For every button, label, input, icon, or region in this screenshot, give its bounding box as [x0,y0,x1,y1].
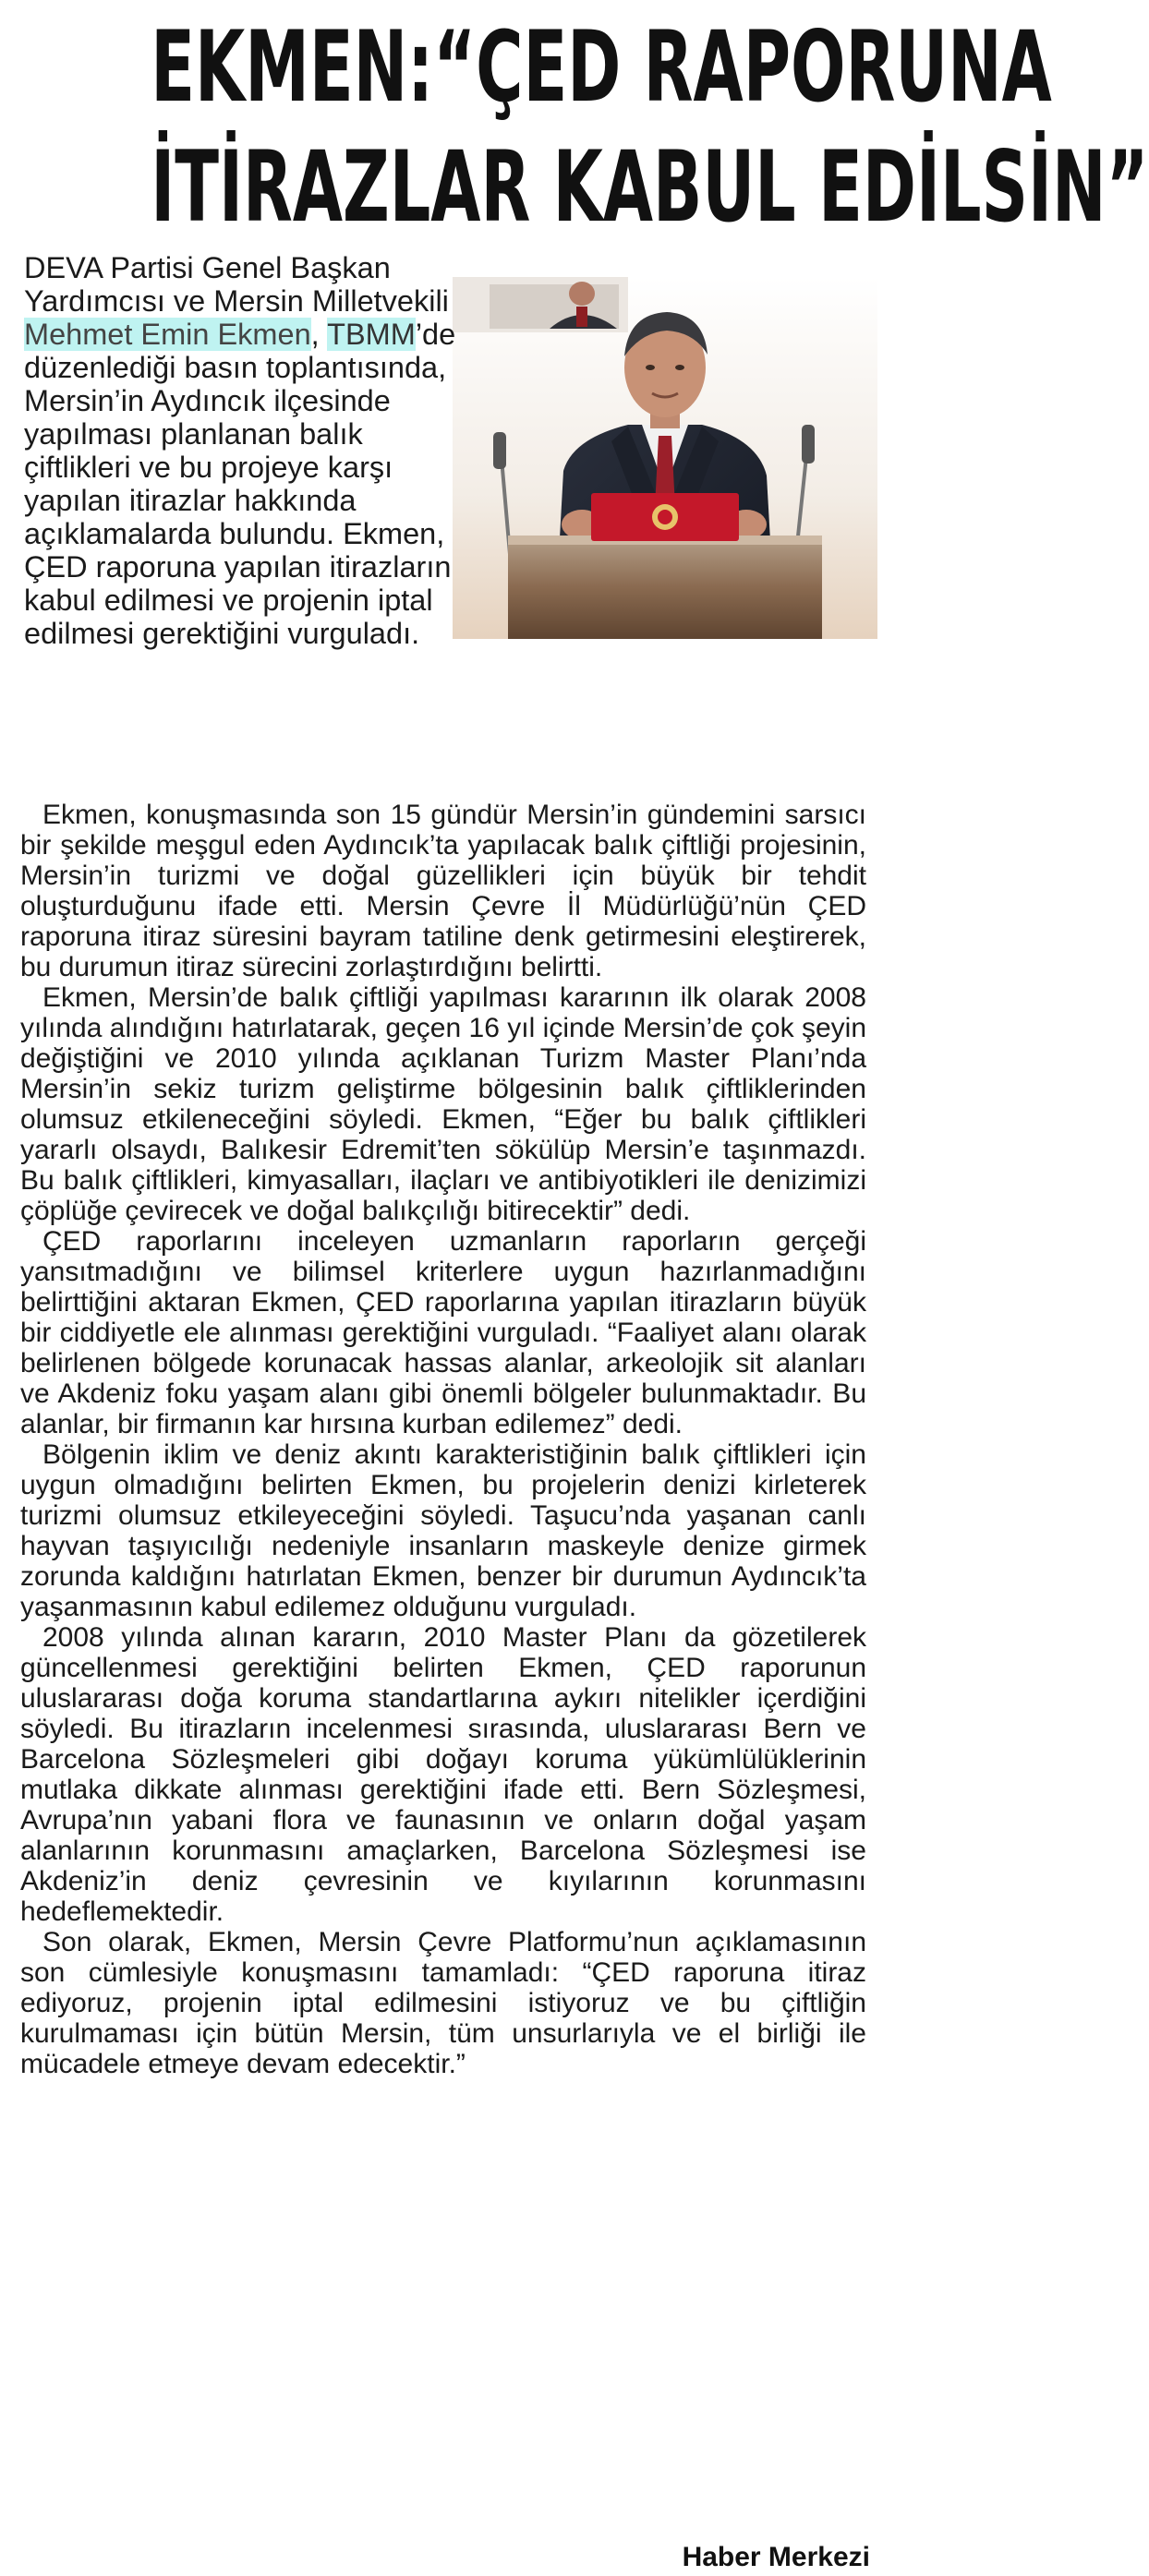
headline-line-1: EKMEN:“ÇED RAPORUNA [151,10,1052,124]
paragraph: ÇED raporlarını inceleyen uzmanların raporların gerçeği yansıtmadığını ve bilimsel kriterlere uygun hazırlanmadığını belirttiğini aktaran Ekmen, ÇED raporlarına yapılan itirazların büyük bir ciddiyetle ele alınması gerektiğini vurguladı. “Faaliyet alanı olarak belirlenen bölgede korunacak hassas alanlar, arkeolojik sit alanları ve Akdeniz foku yaşam alanı gibi önemli bölgeler bulunmaktadır. Bu alanlar, bir firmanın kar hırsına kurban edilemez” dedi. [20,1226,866,1439]
paragraph: Son olarak, Ekmen, Mersin Çevre Platformu’nun açıklamasının son cümlesiyle konuşmasını tamamladı: “ÇED raporuna itiraz ediyoruz, projenin iptal edilmesini istiyoruz ve bu çiftliğin kurulmaması için bütün Mersin, tüm unsurlarıyla ve el birliği ile mücadele etmeye devam edecektir.” [20,1927,866,2079]
article-body [20,800,866,2079]
headline-line-2: İTİRAZLAR KABUL EDİLSİN” [151,130,1149,244]
paragraph: Ekmen, konuşmasında son 15 gündür Mersin’in gündemini sarsıcı bir şekilde meşgul eden Aydıncık’ta yapılacak balık çiftliği projesinin, Mersin’in turizmi ve doğal güzellikleri için büyük bir tehdit oluşturduğunu ifade etti. Mersin Çevre İl Müdürlüğü’nün ÇED raporuna itiraz süresini bayram tatiline denk getirmesini eleştirerek, bu durumun itiraz sürecini zorlaştırdığını belirtti. [20,800,866,982]
speaker-photo [453,277,877,639]
intro-text-rest: ’de düzenlediği basın toplantısında, Mersin’in Aydıncık ilçesinde yapılması planlanan balık çiftlikleri ve bu projeye karşı yapılan itirazlar hakkında açıklamalarda bulundu. Ekmen, ÇED raporuna yapılan itirazların kabul edilmesi ve projenin iptal edilmesi gerektiğini vurguladı. [24,318,456,650]
paragraph: Ekmen, Mersin’de balık çiftliği yapılması kararının ilk olarak 2008 yılında alındığını hatırlatarak, geçen 16 yıl içinde Mersin’de çok şeyin değiştiğini ve 2010 yılında açıklanan Turizm Master Planı’nda Mersin’in sekiz turizm geliştirme bölgesinin balık çiftliklerinden olumsuz etkileneceğini söyledi. Ekmen, “Eğer bu balık çiftlikleri yararlı olsaydı, Balıkesir Edremit’ten sökülüp Mersin’e taşınmazdı. Bu balık çiftlikleri, kimyasalları, ilaçları ve antibiyotikleri ile denizimizi çöplüğe çevirecek ve doğal balıkçılığı bitirecektir” dedi. [20,982,866,1226]
paragraph: 2008 yılında alınan kararın, 2010 Master Planı da gözetilerek güncellenmesi gerektiğini belirten Ekmen, ÇED raporunun uluslararası doğa koruma standartlarına aykırı nitelikler içerdiğini söyledi. Bu itirazların incelenmesi sırasında, uluslararası Bern ve Barcelona Sözleşmeleri gibi doğayı koruma yükümlülüklerinin mutlaka dikkate alınması gerektiğini ifade etti. Bern Sözleşmesi, Avrupa’nın yabani flora ve faunasının ve onların doğal yaşam alanlarının korunmasını amaçlarken, Barcelona Sözleşmesi ise Akdeniz’in deniz çevresinin ve kıyılarının korunmasını hedeflemektedir. [20,1622,866,1927]
intro-text-start: DEVA Partisi Genel Başkan Yardımcısı ve Mersin Milletvekili [24,251,449,318]
speaker-photo-illustration [453,277,877,639]
intro-paragraph [24,251,463,650]
paragraph: Bölgenin iklim ve deniz akıntı karakteristiğinin balık çiftlikleri için uygun olmadığını belirten Ekmen, bu projelerin denizi kirleterek turizmi olumsuz etkileyeceğini söyledi. Taşucu’nda yaşanan canlı hayvan taşıyıcılığı nedeniyle insanların maskeyle denize girmek zorunda kaldığını hatırlatan Ekmen, benzer bir durumun Aydıncık’ta yaşanmasının kabul edilemez olduğunu vurguladı. [20,1439,866,1622]
intro-separator: , [310,318,328,351]
highlighted-organization: TBMM [327,318,416,351]
highlighted-name: Mehmet Emin Ekmen [24,318,311,351]
byline-signature: Haber Merkezi [682,2542,870,2572]
